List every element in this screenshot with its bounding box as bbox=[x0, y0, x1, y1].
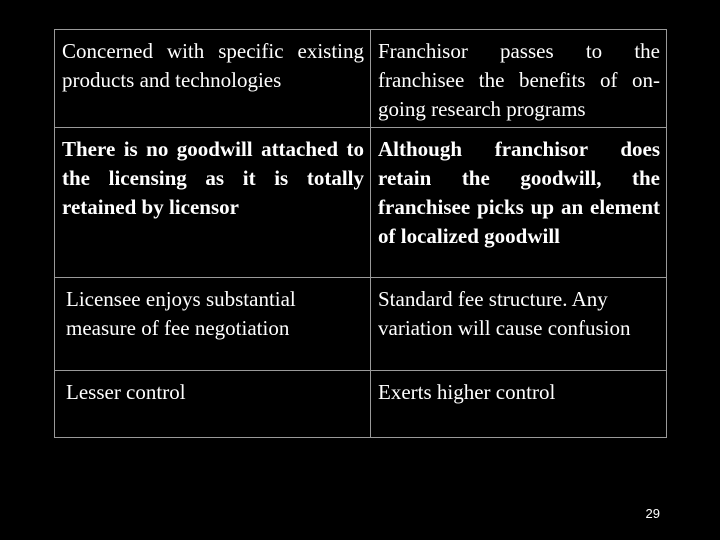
franchising-cell-scope: Franchisor passes to the franchisee the benefits of on-going research programs bbox=[371, 30, 667, 128]
franchising-cell-fee: Standard fee structure. Any variation will cause confusion bbox=[371, 278, 667, 371]
table-row bbox=[55, 30, 667, 128]
table-row bbox=[55, 278, 667, 371]
franchising-cell-goodwill: Although franchisor does retain the goodwill, the franchisee picks up an element of localized goodwill bbox=[371, 128, 667, 278]
comparison-table bbox=[54, 29, 667, 438]
slide-number: 29 bbox=[645, 506, 660, 521]
licensing-cell-scope: Concerned with specific existing products and technologies bbox=[55, 30, 371, 128]
franchising-cell-control: Exerts higher control bbox=[371, 371, 667, 438]
table-row bbox=[55, 128, 667, 278]
table-row bbox=[55, 371, 667, 438]
licensing-cell-goodwill: There is no goodwill attached to the licensing as it is totally retained by licensor bbox=[55, 128, 371, 278]
licensing-cell-control: Lesser control bbox=[55, 371, 371, 438]
licensing-cell-fee: Licensee enjoys substantial measure of fee negotiation bbox=[55, 278, 371, 371]
